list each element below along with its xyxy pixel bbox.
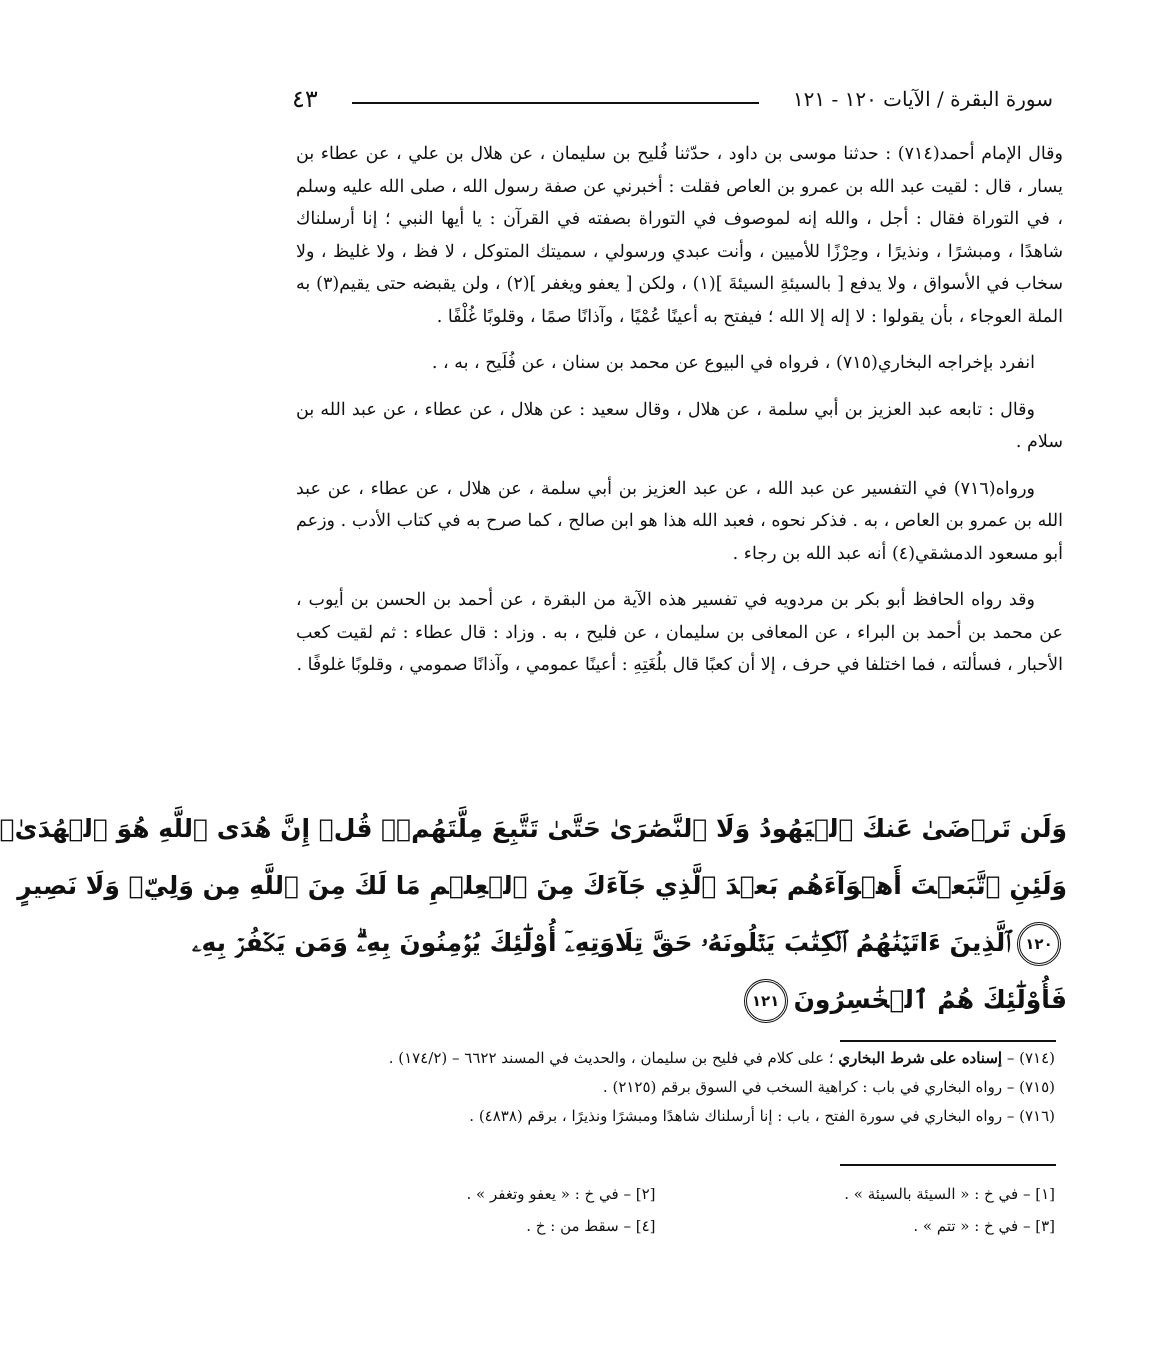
- paragraph-ahmad-narration: وقال الإمام أحمد(٧١٤) : حدثنا موسى بن داود ، حدّثنا فُليح بن سليمان ، عن هلال بن علي ، عن عطاء بن يسار ، قال : لقيت عبد الله بن عمرو بن العاص فقلت : أخبرني عن صفة رسول الله ، صلى الله عليه وسلم ، في التوراة فقال : أجل ، والله إنه لموصوف في التوراة بصفته في القرآن : يا أيها النبي ؛ إنا أرسلناك شاهدًا ، ومبشرًا ، ونذيرًا ، وحِرْزًا للأميين ، وأنت عبدي ورسولي ، سميتك المتوكل ، لا فظ ، ولا غليظ ، ولا سخاب في الأسواق ، ولا يدفع [ بالسيئةِ السيئةَ ](١) ، ولكن [ يعفو ويغفر ](٢) ، ولن يقبضه حتى يقيم(٣) به الملة العوجاء ، بأن يقولوا : لا إله إلا الله ؛ فيفتح به أعينًا عُمْيًا ، وآذانًا صمًا ، وقلوبًا غُلْفًا .: [296, 144, 1064, 327]
- verse-line-2: وَلَئِنِ ٱتَّبَعۡتَ أَهۡوَآءَهُم بَعۡدَ ٱلَّذِي جَآءَكَ مِنَ ٱلۡعِلۡمِ مَا لَكَ مِنَ ٱللَّهِ مِن وَلِيّٖ وَلَا نَصِيرٍ: [17, 871, 1067, 900]
- footnote-grading: إسناده على شرط البخاري: [838, 1049, 1003, 1067]
- page-header: [292, 82, 1053, 116]
- footnote-714: [296, 1044, 1055, 1073]
- variants-divider: [840, 1164, 1056, 1166]
- manuscript-variants: [296, 1180, 1055, 1240]
- variant-note-2: [٢] – في خ : « يعفو وتغفر » .: [466, 1185, 656, 1203]
- commentary-text: [296, 138, 1063, 696]
- footnote-divider: [840, 1040, 1056, 1042]
- variant-note-4: [٤] – سقط من : خ .: [526, 1217, 656, 1235]
- footnote-text: رواه البخاري في سورة الفتح ، باب : إنا أرسلناك شاهدًا ومبشرًا ونذيرًا ، برقم (٤٨٣٨) .: [469, 1107, 1003, 1125]
- verse-text-4: فَأُوْلَٰٓئِكَ هُمُ ٱلۡخَٰسِرُونَ: [793, 985, 1067, 1014]
- verse-line-4: [292, 971, 1067, 1028]
- ayah-number-121: ١٢١: [744, 979, 788, 1023]
- footnote-715: [296, 1073, 1055, 1102]
- ayah-number-120: ١٢٠: [1017, 922, 1061, 966]
- footnotes: [296, 1044, 1055, 1131]
- paragraph-tafsir-narration: ورواه(٧١٦) في التفسير عن عبد الله ، عن عبد العزيز بن أبي سلمة ، عن هلال ، عن عطاء ، عن عبد الله بن عمرو بن العاص ، به . فذكر نحوه ، فعبد الله هذا هو ابن صالح ، كما صرح به في كتاب الأدب . وزعم أبو مسعود الدمشقي(٤) أنه عبد الله بن رجاء .: [296, 478, 1063, 564]
- paragraph-followed-by: وقال : تابعه عبد العزيز بن أبي سلمة ، عن هلال ، وقال سعيد : عن هلال ، عن عطاء ، عن عبد الله بن سلام .: [296, 399, 1063, 452]
- variant-note-1: [١] – في خ : « السيئة بالسيئة » .: [844, 1185, 1055, 1203]
- footnote-text: رواه البخاري في باب : كراهية السخب في السوق برقم (٢١٢٥) .: [602, 1078, 1003, 1096]
- quran-verses: [0, 800, 1067, 1028]
- footnote-716: [296, 1102, 1055, 1131]
- verse-text-3: ٱلَّذِينَ ءَاتَيۡنَٰهُمُ ٱلۡكِتَٰبَ يَتۡلُونَهُۥ حَقَّ تِلَاوَتِهِۦٓ أُوْلَٰٓئِكَ يُؤۡمِنُونَ بِهِۦۗ وَمَن يَكۡفُرۡ بِهِۦ: [191, 928, 1011, 957]
- footnote-number: (٧١٦) –: [1002, 1107, 1055, 1125]
- verse-line-1: وَلَن تَرۡضَىٰ عَنكَ ٱلۡيَهُودُ وَلَا ٱلنَّصَٰرَىٰ حَتَّىٰ تَتَّبِعَ مِلَّتَهُمۡۗ قُلۡ إِنَّ هُدَى ٱللَّهِ هُوَ ٱلۡهُدَىٰۗ: [0, 814, 1067, 843]
- paragraph-ibn-mardawayh: وقد رواه الحافظ أبو بكر بن مردويه في تفسير هذه الآية من البقرة ، عن أحمد بن الحسن بن أيوب ، عن محمد بن أحمد بن البراء ، عن المعافى بن سليمان ، عن فليح ، به . وزاد : قال عطاء : ثم لقيت كعب الأحبار ، فسألته ، فما اختلفا في حرف ، إلا أن كعبًا قال بلُغَتِهِ : أعينًا عمومي ، وآذانًا صمومي ، وقلوبًا غلوفًا .: [296, 590, 1063, 675]
- footnote-text: ؛ على كلام في فليح بن سليمان ، والحديث في المسند ٦٦٢٢ – (١٧٤/٢) .: [388, 1049, 839, 1067]
- page-number: ٤٣: [292, 85, 318, 113]
- footnote-number: (٧١٥) –: [1002, 1078, 1055, 1096]
- surah-heading: سورة البقرة / الآيات ١٢٠ - ١٢١: [792, 87, 1053, 111]
- header-rule: [352, 102, 759, 104]
- footnote-number: (٧١٤) –: [1002, 1049, 1055, 1067]
- verse-line-3: [191, 914, 1067, 971]
- paragraph-bukhari-exclusive: انفرد بإخراجه البخاري(٧١٥) ، فرواه في البيوع عن محمد بن سنان ، عن فُلَيح ، به ، .: [431, 353, 1035, 373]
- variant-note-3: [٣] – في خ : « تتم » .: [913, 1217, 1055, 1235]
